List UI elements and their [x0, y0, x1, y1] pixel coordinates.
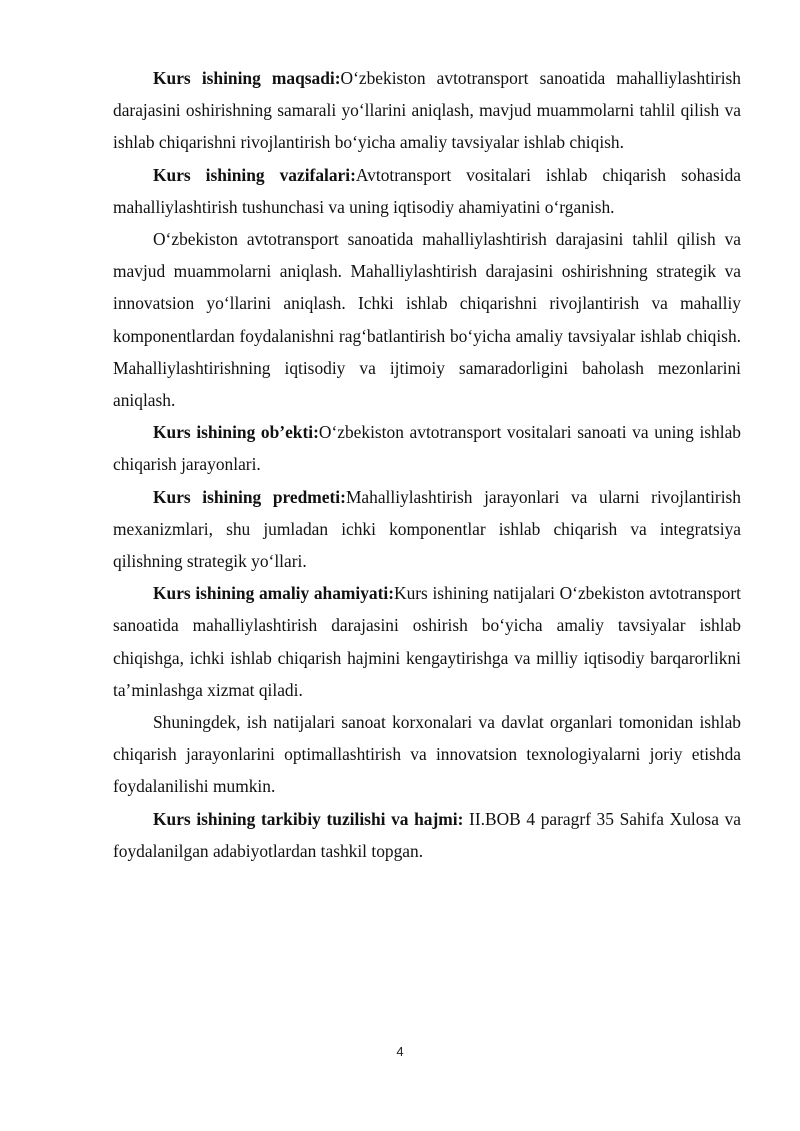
paragraph-heading: Kurs ishining predmeti:	[153, 486, 346, 507]
paragraph-additional	[113, 706, 741, 803]
paragraph-heading: Kurs ishining vazifalari:	[153, 164, 356, 185]
paragraph-goal	[113, 62, 741, 159]
paragraph-practical-significance	[113, 577, 741, 706]
page-number: 4	[396, 1044, 404, 1059]
paragraph-heading: Kurs ishining maqsadi:	[153, 68, 341, 88]
paragraph-heading: Kurs ishining ob’ekti:	[153, 422, 319, 443]
paragraph-text: Shuningdek, ish natijalari sanoat korxonalari va davlat organlari tomonidan ishlab chiqarish jarayonlarini optimallashtirish va innovatsion texnologiyalarni joriy etishda foydalanilishi mumkin.	[113, 712, 741, 797]
paragraph-tasks	[113, 159, 741, 223]
paragraph-text: O‘zbekiston avtotransport sanoatida mahalliylashtirish darajasini tahlil qilish va mavjud muammolarni aniqlash. Mahalliylashtirish darajasini oshirishning strategik va innovatsion yo‘llarini aniqlash. Ichki ishlab chiqarishni rivojlantirish va mahalliy komponentlardan foydalanishni rag‘batlantirish bo‘yicha amaliy tavsiyalar ishlab chiqish. Mahalliylashtirishning iqtisodiy va ijtimoiy samaradorligini baholash mezonlarini aniqlash.	[113, 229, 741, 411]
paragraph-text: Kurs ishining natijalari O‘zbekiston avtotransport sanoatida mahalliylashtirish darajasini oshirish bo‘yicha amaliy tavsiyalar ishlab chiqishga, ichki ishlab chiqarish hajmini kengaytirishga va milliy iqtisodiy barqarorlikni ta’minlashga xizmat qiladi.	[113, 583, 742, 700]
paragraph-tasks-continued	[113, 223, 741, 416]
paragraph-text: O‘zbekiston avtotransport sanoatida mahalliylashtirish darajasini oshirishning samarali yo‘llarini aniqlash, mavjud muammolarni tahlil qilish va ishlab chiqarishni rivojlantirish bo‘yicha amaliy tavsiyalar ishlab chiqish.	[113, 68, 741, 153]
paragraph-text: II.BOB 4 paragrf 35 Sahifa Xulosa va foydalanilgan adabiyotlardan tashkil topgan.	[113, 808, 741, 861]
paragraph-object	[113, 416, 741, 480]
paragraph-heading: Kurs ishining tarkibiy tuzilishi va hajmi:	[153, 808, 464, 829]
paragraph-text: Avtotransport vositalari ishlab chiqarish sohasida mahalliylashtirish tushunchasi va uning iqtisodiy ahamiyatini o‘rganish.	[113, 164, 741, 217]
document-page	[113, 62, 741, 867]
paragraph-subject	[113, 481, 741, 578]
paragraph-heading: Kurs ishining amaliy ahamiyati:	[153, 583, 395, 604]
paragraph-structure	[113, 803, 741, 867]
paragraph-text: Mahalliylashtirish jarayonlari va ularni rivojlantirish mexanizmlari, shu jumladan ichki komponentlar ishlab chiqarish va integratsiya qilishning strategik yo‘llari.	[113, 486, 741, 572]
paragraph-text: O‘zbekiston avtotransport vositalari sanoati va uning ishlab chiqarish jarayonlari.	[113, 422, 741, 475]
